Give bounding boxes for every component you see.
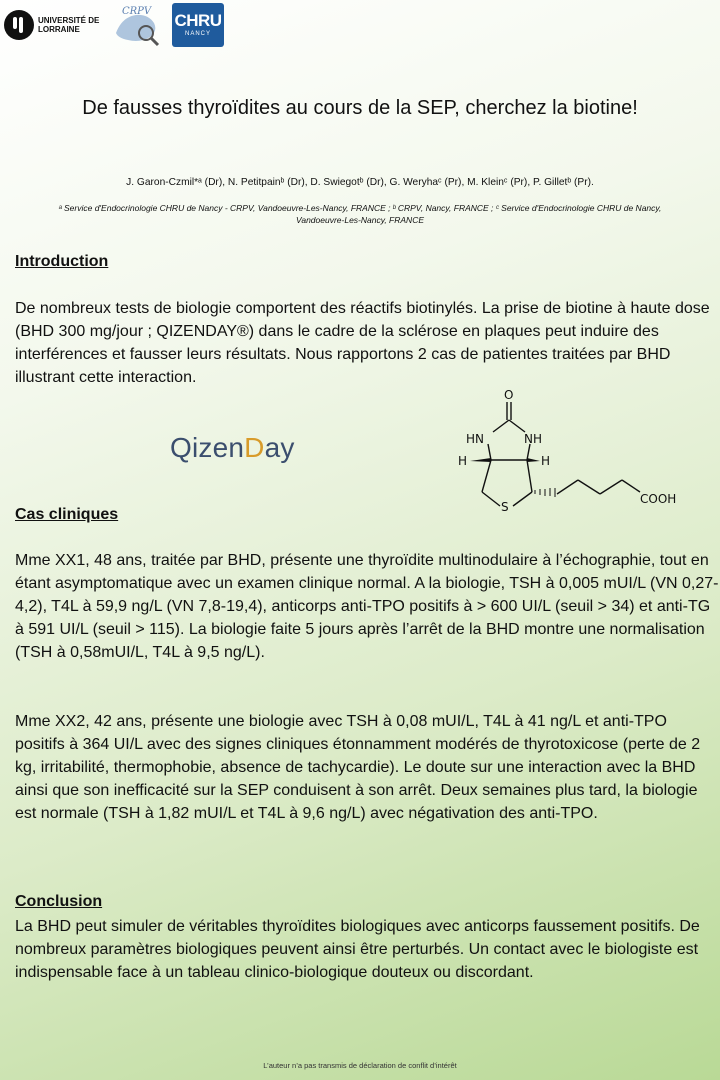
sulfur-label: S — [501, 500, 509, 514]
affiliations: ᵃ Service d'Endocrinologie CHRU de Nancy - CRPV, Vandoeuvre-Les-Nancy, FRANCE ; ᵇ CRPV, Nancy, FRANCE ; ᶜ Service d'Endocrinologie CHRU de Nancy, Vandoeuvre-Les-Nancy, FRANCE — [58, 203, 662, 225]
qizenday-logo-part2: D — [244, 432, 265, 463]
introduction-heading: Introduction — [15, 253, 109, 270]
qizenday-logo-part1: Qizen — [170, 432, 245, 463]
introduction-text: De nombreux tests de biologie comportent des réactifs biotinylés. La prise de biotine à haute dose (BHD 300 mg/jour ; QIZENDAY®) dans le cadre de la sclérose en plaques peut induire des interférences et fausser leurs résultats. Nous rapportons 2 cas de patientes traitées par BHD illustrant cette interaction. — [15, 300, 710, 386]
hn-label: HN — [466, 432, 484, 446]
chru-logo-subtext: NANCY — [184, 31, 211, 37]
universite-lorraine-text: UNIVERSITÉ DE LORRAINE — [38, 16, 100, 34]
crpv-logo-text: CRPV — [122, 6, 152, 17]
case1-text: Mme XX1, 48 ans, traitée par BHD, présente une thyroïdite multinodulaire à l’échographie, tout en étant asymptomatique avec un examen clinique normal. A la biologie, TSH à 0,005 mUI/L (VN 0,27-4,2), T4L à 59,9 ng/L (VN 7,8-19,4), anticorps anti-TPO positifs à > 600 UI/L (seuil > 34) et anti-TG à 591 UI/L (seuil > 115). La biologie faite 5 jours après l’arrêt de la BHD montre une normalisation (TSH à 0,58mUI/L, T4L à 9,5 ng/L). — [15, 552, 719, 661]
conclusion-text: La BHD peut simuler de véritables thyroïdites biologiques avec anticorps faussement positifs. De nombreux paramètres biologiques peuvent ainsi être perturbés. Un contact avec le biologiste est indispensable face à un tableau clinico-biologique douteux ou discordant. — [15, 918, 700, 981]
logo-bar — [4, 2, 224, 48]
chru-logo-text: CHRU — [174, 11, 222, 30]
poster-title: De fausses thyroïdites au cours de la SEP, cherchez la biotine! — [82, 97, 638, 119]
h-left-label: H — [458, 454, 468, 468]
footer-disclosure: L’auteur n’a pas transmis de déclaration de conflit d’intérêt — [263, 1061, 457, 1070]
ul-emblem-icon — [4, 10, 34, 40]
crpv-logo — [108, 3, 164, 47]
cooh-label: COOH — [640, 492, 677, 506]
oxygen-label: O — [504, 388, 514, 402]
biotin-structure-diagram — [448, 384, 693, 519]
qizenday-logo-part3: ay — [264, 432, 295, 463]
qizenday-logo — [170, 432, 295, 464]
h-right-label: H — [541, 454, 551, 468]
authors: J. Garon-Czmil*ᵃ (Dr), N. Petitpainᵇ (Dr), D. Swiegotᵇ (Dr), G. Weryhaᶜ (Pr), M. Kleinᶜ (Pr), P. Gilletᵇ (Pr). — [126, 177, 594, 188]
conclusion-heading: Conclusion — [15, 893, 103, 910]
chru-nancy-logo — [172, 3, 224, 47]
universite-lorraine-logo — [4, 10, 100, 40]
case2-text: Mme XX2, 42 ans, présente une biologie avec TSH à 0,08 mUI/L, T4L à 41 ng/L et anti-TPO positifs à 364 UI/L avec des signes cliniques étonnamment modérés de thyrotoxicose (perte de 2 kg, irritabilité, thermophobie, absence de tachycardie). Le doute sur une interaction avec la BHD ainsi que son inefficacité sur la SEP conduisent à son arrêt. Deux semaines plus tard, la biologie est normale (TSH à 1,82 mUI/L et T4L à 9,6 ng/L) avec négativation des anti-TPO. — [15, 713, 701, 822]
nh-label: NH — [524, 432, 542, 446]
cases-heading: Cas cliniques — [15, 506, 119, 523]
